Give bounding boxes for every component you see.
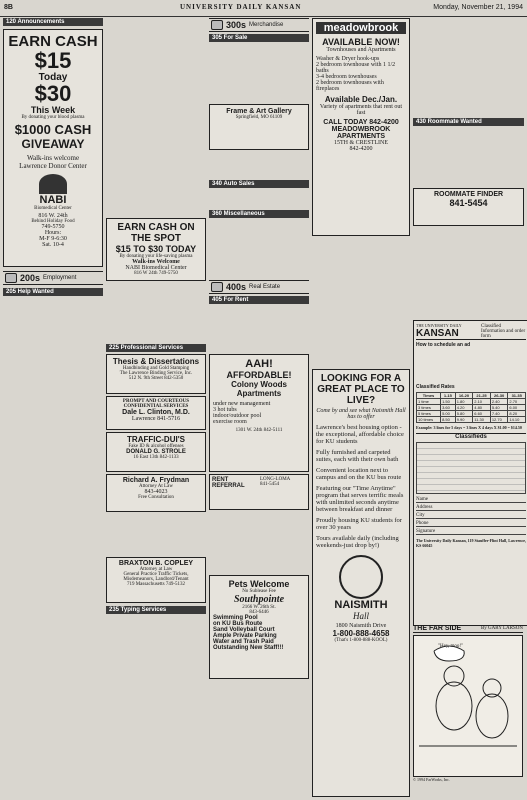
- atty-name: Richard A. Frydman: [122, 477, 190, 484]
- real-estate-category: [209, 280, 309, 294]
- colony-feature: indoor/outdoor pool: [213, 413, 262, 419]
- house-icon: [211, 282, 223, 292]
- meadow-address-2: 15TH & CRESTLINE: [334, 140, 388, 146]
- col5-top-listings: [413, 18, 524, 118]
- braxton-phone: 719 Massachusetts 749-5132: [126, 582, 186, 587]
- form-subtitle: Classified Information and order form: [481, 324, 526, 339]
- rates-header: 1-15: [441, 393, 456, 399]
- southpointe-feature: Sand Volleyball Court: [213, 627, 275, 633]
- far-side-author: By GARY LARSON: [480, 626, 523, 631]
- form-title: Classifieds: [416, 433, 526, 440]
- meadow-feature: 2 bedroom townhouses with fireplaces: [316, 80, 384, 92]
- earn-spot-sub: By donating your life-saving plasma: [119, 254, 193, 259]
- merch-number: 300s: [226, 20, 247, 30]
- rates-header: Times: [417, 393, 441, 399]
- column-1: [3, 18, 103, 798]
- address-label: Address: [416, 505, 433, 510]
- earn-spot-amount: $15 TO $30 TODAY: [115, 244, 197, 254]
- rates-cell: 6.60: [473, 411, 491, 417]
- earn-spot-title: EARN CASH ON THE SPOT: [117, 222, 195, 244]
- rates-cell: 2.10: [473, 399, 491, 405]
- pricing-heading: Classified Rates: [416, 384, 455, 390]
- available-dec: Available Dec./Jan.: [324, 95, 398, 104]
- southpointe-phone: 843-6446: [249, 610, 269, 615]
- rates-cell: 1.50: [441, 399, 456, 405]
- rates-header: 31-35: [508, 393, 526, 399]
- looking-title: LOOKING FOR A GREAT PLACE TO LIVE?: [317, 373, 405, 406]
- column-3: [209, 18, 309, 798]
- cartoon-drawing: [414, 636, 522, 774]
- plasma-ad: [3, 29, 103, 267]
- col2-mid-listings: [106, 284, 206, 344]
- frame-shop-ad: [209, 104, 309, 150]
- thesis-title: Thesis & Dissertations: [112, 357, 200, 366]
- naismith-ad: [312, 369, 410, 797]
- how-to-heading: How to schedule an ad: [416, 342, 471, 348]
- rates-cell: 14.10: [508, 417, 526, 423]
- rates-cell: 9.90: [455, 417, 473, 423]
- rates-table: [416, 392, 526, 423]
- colony-woods-ad: [209, 354, 309, 472]
- traffic-sub: Fake ID & alcohol offenses: [128, 444, 184, 449]
- southpointe-logo: Southpointe: [233, 594, 285, 605]
- meadow-feature: Washer & Dryer hook-ups: [316, 56, 380, 62]
- meadow-feature: 2 bedroom townhouse with 1 1/2 baths: [316, 62, 396, 74]
- donor-phone: 749-5750: [41, 224, 65, 230]
- donor-center-name: Lawrence Donor Center: [19, 162, 87, 170]
- roommate-finder-phone: 841-5454: [449, 198, 488, 208]
- colony-feature: exercise room: [213, 419, 247, 425]
- donor-address: 816 W. 24th: [38, 213, 68, 219]
- nabi-sub: Biomedical Center: [34, 206, 72, 211]
- pets-sub: No Sublease Fee: [242, 589, 276, 594]
- amount-15: $15: [34, 48, 72, 73]
- rates-cell: 11.30: [473, 417, 491, 423]
- this-week-label: This Week: [30, 105, 76, 115]
- nabi-2-name: NABI Biomedical Center: [125, 265, 187, 271]
- rent-more-listings: [209, 513, 309, 573]
- frame-shop-name: Frame & Art Gallery: [226, 108, 292, 115]
- phone-label: Phone: [416, 521, 429, 526]
- braxton-name: BRAXTON B. COPLEY: [118, 560, 194, 567]
- earn-spot-ad: [106, 218, 206, 281]
- rates-cell: 7.40: [490, 411, 508, 417]
- giveaway-label: GIVEAWAY: [21, 137, 85, 151]
- atty-title: Attorney At Law: [139, 484, 173, 489]
- rates-header: 21-25: [473, 393, 491, 399]
- rental-number: 400s: [226, 282, 247, 292]
- auto-listings: [209, 190, 309, 210]
- masthead: UNIVERSITY DAILY KANSAN: [180, 3, 302, 11]
- col2-lower-listings: [106, 515, 206, 555]
- rates-cell: 3.60: [441, 405, 456, 411]
- rates-cell: 3 times: [417, 405, 441, 411]
- page-number: 8B: [4, 4, 13, 11]
- misc-listings: [209, 220, 309, 280]
- southpointe-feature: Ample Private Parking: [213, 633, 277, 639]
- classified-order-form: [413, 320, 527, 626]
- traffic-firm: DONALD G. STROLE: [126, 449, 186, 455]
- available-now: AVAILABLE NOW!: [322, 37, 400, 47]
- meadowbrook-ad: [312, 18, 410, 236]
- rates-cell: 12.70: [490, 417, 508, 423]
- southpointe-feature: Water and Trash Paid: [213, 639, 274, 645]
- section-for-sale-head: 305 For Sale: [209, 34, 309, 42]
- issue-date: Monday, November 21, 1994: [433, 4, 523, 11]
- colony-feature: 3 hot tubs: [213, 407, 237, 413]
- employment-category: [3, 271, 103, 285]
- atty-phone: 843-4023: [144, 489, 168, 495]
- rates-cell: 8.20: [508, 411, 526, 417]
- southpointe-feature: on KU Bus Route: [213, 621, 263, 627]
- employment-label: Employment: [43, 275, 77, 281]
- col5-mid-listings: [413, 229, 524, 309]
- cartoon-panel: [413, 635, 523, 777]
- meadowbrook-logo: meadowbrook: [316, 22, 406, 34]
- rates-cell: 6.00: [508, 405, 526, 411]
- for-rent-listings: [209, 306, 309, 354]
- hours-saturday: Sat. 10-4: [42, 242, 64, 248]
- rates-header: 16-20: [455, 393, 473, 399]
- col4-mid-listings: [312, 239, 410, 369]
- rates-cell: 2.40: [490, 399, 508, 405]
- table-row: [417, 417, 526, 423]
- typing-listings: [106, 616, 206, 776]
- call-today: CALL TODAY 842-4200: [323, 119, 399, 126]
- rates-cell: 1.80: [455, 399, 473, 405]
- rates-cell: 5.40: [490, 405, 508, 411]
- rates-cell: 8.50: [441, 417, 456, 423]
- nabi-name: NABI: [39, 194, 67, 206]
- far-side-title: THE FAR SIDE: [413, 625, 462, 632]
- amount-30: $30: [34, 81, 72, 106]
- pets-title: Pets Welcome: [228, 579, 290, 589]
- thesis-ad: [106, 354, 206, 394]
- udk-name: KANSAN: [416, 328, 459, 339]
- udk-title: THE UNIVERSITY DAILY: [416, 323, 462, 328]
- townhouses-label: Townhouses and Apartments: [326, 47, 396, 53]
- naismith-address: 1800 Naismith Drive: [335, 623, 387, 629]
- merchandise-category: [209, 18, 309, 32]
- rates-cell: 1 time: [417, 399, 441, 405]
- naismith-bullet: Featuring our "Time Anytime" program that serves terrific meals with unlimited seconds anytime between breakfast and dinner: [316, 485, 404, 513]
- how-to-text: [416, 348, 526, 384]
- prompt-phone: Lawrence 841-5716: [131, 416, 181, 422]
- walkins-2: Walk-ins Welcome: [132, 259, 180, 265]
- signature-field[interactable]: [416, 529, 526, 535]
- come-by-note: Come by and see what Naismith Hall has to offer: [316, 408, 406, 420]
- braxton-ad: [106, 557, 206, 603]
- donor-behind: Behind Holiday Food: [31, 219, 75, 224]
- column-2: [106, 18, 206, 798]
- traffic-phone: 16 East 13th 842-1133: [133, 455, 179, 460]
- southpointe-address: 2166 W. 26th St.: [242, 605, 276, 610]
- rates-cell: 2.70: [508, 399, 526, 405]
- roommate-listings: [413, 128, 524, 188]
- rates-header: 26-30: [490, 393, 508, 399]
- thesis-sub: Handbinding and Gold Stamping: [122, 366, 190, 371]
- thesis-phone: 512 N. 9th Street 842-5350: [128, 376, 184, 381]
- affordable-title: AFFORDABLE!: [226, 370, 292, 380]
- column-4: [312, 18, 410, 798]
- meadow-phone: 842-4200: [349, 146, 373, 152]
- meadow-address: MEADOWBROOK APARTMENTS: [331, 126, 391, 140]
- hall-title: Hall: [352, 611, 369, 621]
- frydman-ad: [106, 474, 206, 512]
- walkins-note: Walk-ins welcome: [26, 154, 80, 162]
- lo-phone: 841-5454: [260, 482, 280, 487]
- traffic-ad: [106, 432, 206, 472]
- shopping-bag-icon: [211, 20, 223, 30]
- rates-cell: 4.20: [455, 405, 473, 411]
- rates-cell: 4.80: [473, 405, 491, 411]
- thesis-firm: The Lawrence Binding Service, Inc.: [119, 371, 193, 376]
- section-typing-head: 235 Typing Services: [106, 606, 206, 614]
- address-field[interactable]: [416, 505, 526, 511]
- for-sale-listings: [209, 44, 309, 104]
- briefcase-icon: [5, 273, 17, 283]
- naismith-bullet: Proudly housing KU students for over 30 years: [316, 517, 402, 531]
- today-label: Today: [38, 72, 68, 83]
- naismith-bullet: Convenient location next to campus and on the KU bus route: [316, 467, 402, 481]
- naismith-bullet: Lawrence's best housing option - the exceptional, affordable choice for KU students: [316, 424, 404, 445]
- naismith-phone: 1-800-888-4658: [332, 629, 390, 638]
- phone-field[interactable]: [416, 521, 526, 527]
- prompt-title: PROMPT AND COURTEOUS CONFIDENTIAL SERVICES: [122, 399, 190, 409]
- section-prof-services-head: 225 Professional Services: [106, 344, 206, 352]
- rent-referral-ad: [209, 474, 309, 510]
- city-label: City: [416, 513, 425, 518]
- section-misc-head: 360 Miscellaneous: [209, 210, 309, 218]
- frame-shop-address: Springfield, MO 61109: [235, 115, 283, 120]
- help-wanted-listings: [3, 298, 103, 788]
- name-label: Name: [416, 497, 428, 502]
- cartoon-copyright: © 1994 FarWorks, Inc.: [413, 777, 450, 782]
- roommate-finder-title: ROOMMATE FINDER: [433, 191, 504, 198]
- speech-bubble-text: "Hey, moo!": [438, 644, 464, 649]
- southpointe-feature: Outstanding New Staff!!!: [213, 645, 284, 651]
- traffic-title: TRAFFIC-DUI'S: [127, 435, 185, 444]
- cash-giveaway-amount: $1000 CASH: [14, 122, 92, 137]
- rates-cell: 10 times: [417, 417, 441, 423]
- variety-note: Variety of apartments that rent out fast: [319, 104, 403, 116]
- rates-cell: 5.00: [441, 411, 456, 417]
- section-announcements-head: 120 Announcements: [3, 18, 103, 26]
- atty-free: Free Consultation: [138, 495, 174, 500]
- southpointe-feature: Swimming Pool: [213, 615, 258, 621]
- rental-label: Real Estate: [249, 284, 281, 290]
- aah-title: AAH!: [245, 358, 273, 370]
- lo-name: LONG-LOMA: [260, 477, 291, 482]
- nabi-logo-icon: [39, 174, 67, 194]
- braxton-title: Attorney at Law: [139, 567, 173, 572]
- mail-to: The University Daily Kansan, 119 Stauffer-Flint Hall, Lawrence, KS 66045: [416, 538, 526, 548]
- clinton-ad: [106, 396, 206, 430]
- city-field[interactable]: [416, 513, 526, 519]
- roommate-finder-ad: [413, 188, 524, 226]
- col2-top-listings: [106, 18, 206, 218]
- naismith-bullet: Tours available daily (including weekends-just drop by!): [316, 535, 399, 549]
- rates-cell: 5 times: [417, 411, 441, 417]
- prompt-name: Dale L. Clinton, M.D.: [122, 409, 190, 416]
- section-for-rent-head: 405 For Rent: [209, 296, 309, 304]
- naismith-logo-icon: [339, 555, 383, 599]
- donating-note: By donating your blood plasma: [21, 115, 85, 120]
- southpointe-ad: [209, 575, 309, 679]
- rates-cell: 5.80: [455, 411, 473, 417]
- section-help-wanted-head: 205 Help Wanted: [3, 288, 103, 296]
- employment-number: 200s: [20, 273, 41, 283]
- hours-label: Hours:: [44, 230, 62, 236]
- rent-referral-title: RENT REFERRAL: [212, 477, 245, 489]
- earn-cash-title: EARN CASH: [8, 33, 98, 50]
- braxton-lines: General Practice Traffic Tickets, Misdemeanors, Landlord/Tenant: [123, 572, 189, 582]
- colony-address: 1301 W. 24th 842-5111: [235, 428, 283, 433]
- section-roommate-head: 430 Roommate Wanted: [413, 118, 524, 126]
- section-auto-sales-head: 340 Auto Sales: [209, 180, 309, 188]
- colony-feature: under new management: [213, 401, 271, 407]
- merch-label: Merchandise: [249, 22, 284, 28]
- signature-label: Signature: [416, 529, 436, 534]
- rent-referral-info: [260, 477, 290, 507]
- far-side-comic: [413, 625, 523, 797]
- naismith-bullet: Fully furnished and carpeted suites, each with their own bath: [316, 449, 399, 463]
- naismith-title: NAISMITH: [334, 599, 388, 611]
- colony-name: Colony Woods Apartments: [231, 380, 287, 398]
- naismith-local: (That's 1-800-888-KOOL): [334, 638, 388, 643]
- nabi-2-phone: 816 W 24th 749-5750: [134, 271, 178, 276]
- ad-text-grid[interactable]: [416, 442, 526, 494]
- rates-example: Example: 3 lines for 5 days = 3 lines X 4 days X $1.00 = $14.50: [416, 425, 522, 430]
- for-sale-more: [209, 152, 309, 180]
- hours-weekday: M-F 9-6:30: [39, 236, 67, 242]
- meadow-feature: 3-4 bedroom townhouses: [316, 74, 377, 80]
- page-header: [0, 0, 527, 17]
- name-field[interactable]: [416, 497, 526, 503]
